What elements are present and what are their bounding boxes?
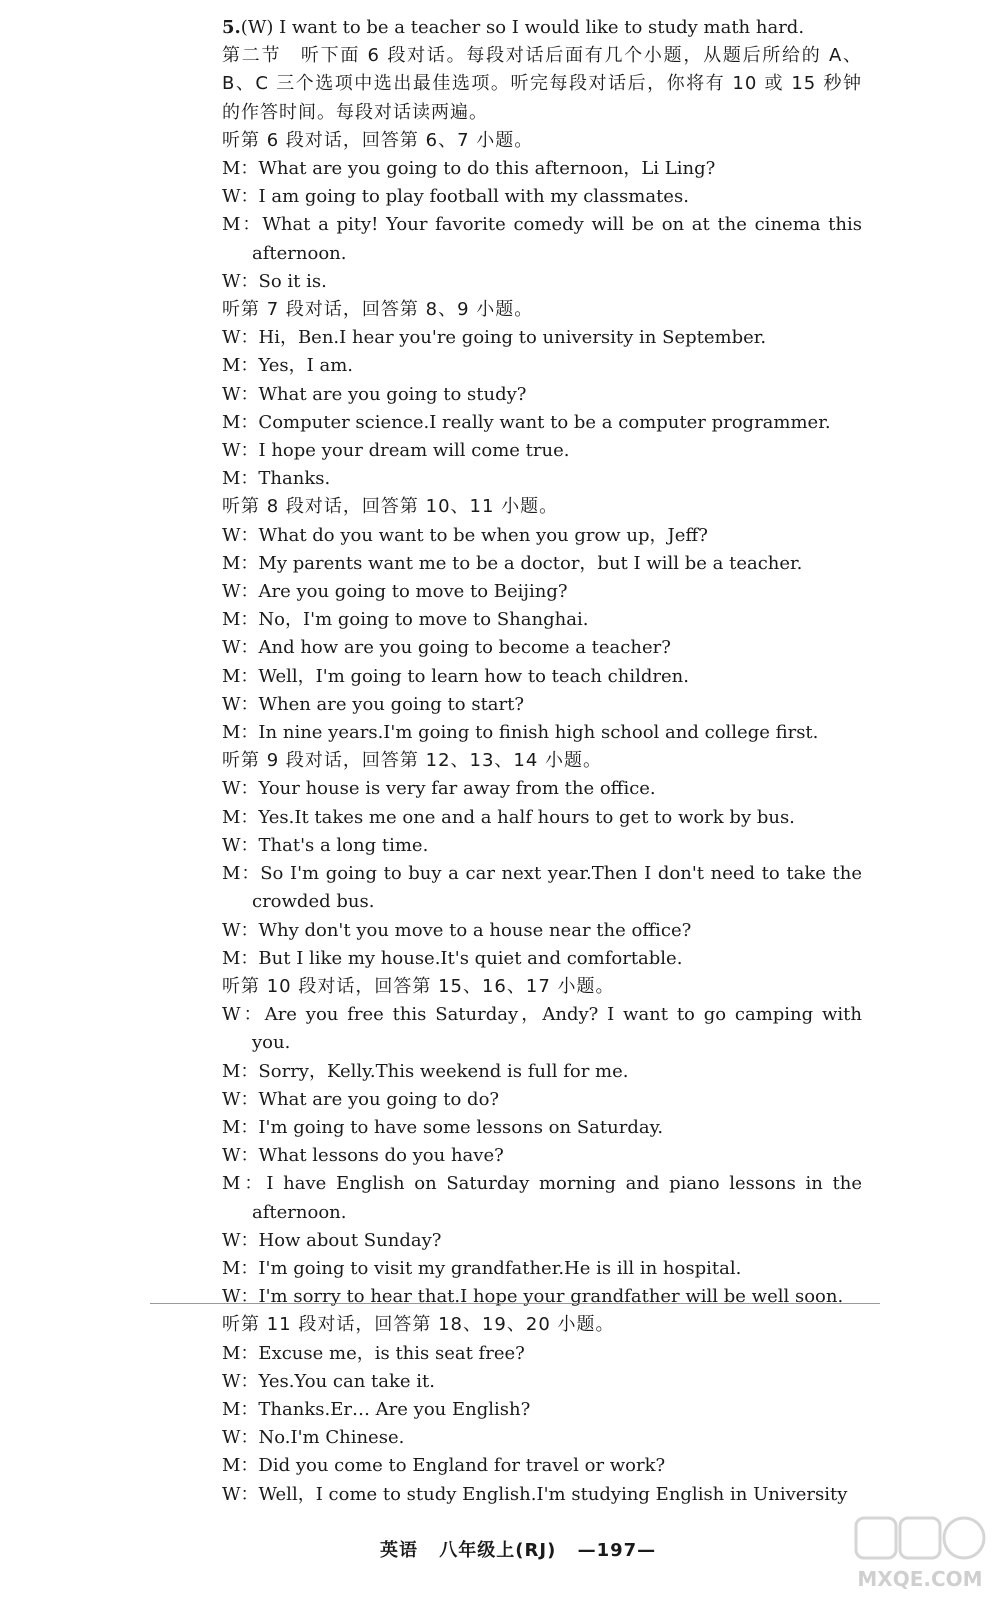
dialogue-line: W：Well，I come to study English.I'm studying English in University [222, 1483, 848, 1505]
dialogue-line: M：Yes，I am. [222, 355, 353, 377]
dialogue-heading-6: 听第 6 段对话，回答第 6、7 小题。 [222, 129, 534, 151]
dialogue-line: M：But I like my house.It's quiet and comfortable. [222, 947, 683, 969]
dialogue-line: W：What are you going to do? [222, 1088, 500, 1110]
dialogue-line: W：That's a long time. [222, 834, 429, 856]
dialogue-line: W：How about Sunday? [222, 1229, 442, 1251]
dialogue-line: W：I'm sorry to hear that.I hope your grandfather will be well soon. [222, 1286, 844, 1308]
dialogue-line: W：I hope your dream will come true. [222, 440, 570, 462]
dialogue-line: W：Are you going to move to Beijing? [222, 581, 568, 603]
dialogue-heading-10: 听第 10 段对话，回答第 15、16、17 小题。 [222, 975, 615, 997]
dialogue-line: M：Computer science.I really want to be a computer programmer. [222, 411, 831, 433]
item-5-number: 5. [222, 17, 241, 38]
footer-subject: 英语 [380, 1540, 418, 1561]
watermark-logo [850, 1514, 990, 1594]
dialogue-line: M：Sorry，Kelly.This weekend is full for me. [222, 1060, 629, 1082]
dialogue-line: W：Hi，Ben.I hear you're going to university in September. [222, 327, 767, 349]
dialogue-heading-9: 听第 9 段对话，回答第 12、13、14 小题。 [222, 750, 603, 772]
dialogue-line: W：So it is. [222, 270, 327, 292]
page-footer [380, 1536, 670, 1562]
page-content [222, 14, 862, 1509]
dialogue-line: M：Excuse me，is this seat free? [222, 1342, 525, 1364]
dialogue-heading-11: 听第 11 段对话，回答第 18、19、20 小题。 [222, 1314, 615, 1336]
dialogue-line: W：And how are you going to become a teacher? [222, 637, 671, 659]
dialogue-line: W：No.I'm Chinese. [222, 1427, 405, 1449]
dialogue-line: M：Yes.It takes me one and a half hours to get to work by bus. [222, 806, 795, 828]
dialogue-line: W：What are you going to study? [222, 383, 527, 405]
dialogue-line: M：No，I'm going to move to Shanghai. [222, 609, 589, 631]
dialogue-line: M：In nine years.I'm going to finish high school and college first. [222, 722, 819, 744]
watermark-text: MXQE.COM [857, 1567, 983, 1591]
dialogue-line: M：What a pity! Your favorite comedy will be on at the cinema this afternoon. [222, 214, 862, 264]
dialogue-line: W：What do you want to be when you grow up，Jeff? [222, 524, 708, 546]
item-5 [222, 14, 862, 42]
dialogue-heading-7: 听第 7 段对话，回答第 8、9 小题。 [222, 299, 534, 321]
dialogue-line: M：So I'm going to buy a car next year.Then I don't need to take the crowded bus. [222, 863, 862, 913]
dialogue-line: W：I am going to play football with my classmates. [222, 186, 689, 208]
dialogue-line: W：What lessons do you have? [222, 1145, 504, 1167]
item-5-text: (W) I want to be a teacher so I would like to study math hard. [240, 17, 805, 38]
dialogue-line: M：Well，I'm going to learn how to teach children. [222, 665, 689, 687]
dialogue-line: W：When are you going to start? [222, 693, 525, 715]
dialogue-line: M：Did you come to England for travel or work? [222, 1455, 666, 1477]
section-divider [150, 1303, 880, 1304]
dialogue-line: M：Thanks.Er… Are you English? [222, 1398, 531, 1420]
dialogue-line: W：Your house is very far away from the office. [222, 778, 656, 800]
section-2-instructions: 第二节 听下面 6 段对话。每段对话后面有几个小题，从题后所给的 A、B、C 三个选项中选出最佳选项。听完每段对话后，你将有 10 或 15 秒钟的作答时间。每段对话读两遍。 [222, 45, 862, 123]
dialogue-line: M：I'm going to visit my grandfather.He is ill in hospital. [222, 1257, 742, 1279]
dialogue-line: W：Are you free this Saturday，Andy? I want to go camping with you. [222, 1004, 862, 1054]
dialogue-line: M：Thanks. [222, 468, 331, 490]
dialogue-heading-8: 听第 8 段对话，回答第 10、11 小题。 [222, 496, 559, 518]
dialogue-line: M：What are you going to do this afternoon，Li Ling? [222, 158, 716, 180]
dialogue-line: M：I have English on Saturday morning and piano lessons in the afternoon. [222, 1173, 862, 1223]
dialogue-line: M：I'm going to have some lessons on Saturday. [222, 1116, 664, 1138]
dialogue-line: M：My parents want me to be a doctor，but I will be a teacher. [222, 552, 803, 574]
footer-page-number: —197— [577, 1540, 657, 1561]
footer-grade: 八年级上(RJ) [439, 1540, 557, 1561]
dialogue-line: W：Why don't you move to a house near the office? [222, 919, 692, 941]
dialogue-line: W：Yes.You can take it. [222, 1370, 435, 1392]
